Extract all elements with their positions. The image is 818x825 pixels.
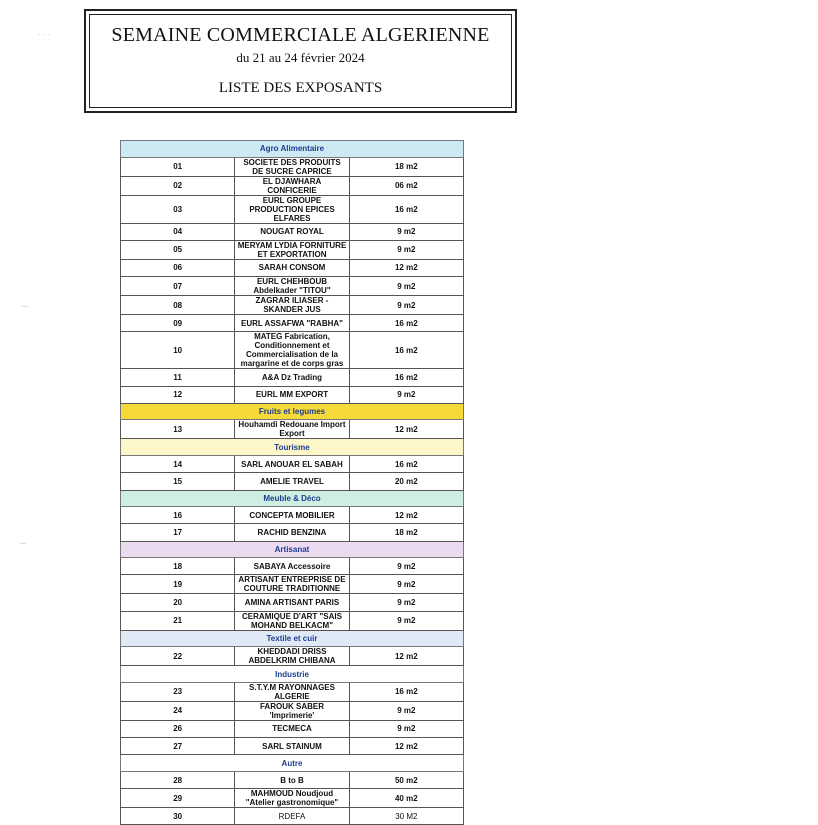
exhibitor-name-cell: RACHID BENZINA: [235, 524, 349, 541]
exhibitor-name-cell: EURL GROUPE PRODUCTION EPICES ELFARES: [235, 195, 349, 223]
stand-number-cell: 27: [121, 738, 235, 755]
exhibitor-name-cell: SABAYA Accessoire: [235, 558, 349, 575]
stand-area-cell: 9 m2: [349, 720, 463, 737]
exhibitor-name-cell: SARL ANOUAR EL SABAH: [235, 455, 349, 472]
stand-area-cell: 06 m2: [349, 176, 463, 195]
stand-number-cell: 12: [121, 386, 235, 403]
stand-area-cell: 40 m2: [349, 789, 463, 808]
table-row: [121, 507, 464, 524]
table-row: [121, 558, 464, 575]
stand-area-cell: 12 m2: [349, 738, 463, 755]
exhibitor-name-cell: MERYAM LYDIA FORNITURE ET EXPORTATION: [235, 240, 349, 259]
table-row: [121, 259, 464, 276]
stand-area-cell: 9 m2: [349, 701, 463, 720]
exhibitors-table-body: [121, 141, 464, 825]
exhibitor-name-cell: ZAGRAR ILIASER - SKANDER JUS: [235, 296, 349, 315]
scan-speck: ‿: [20, 535, 27, 544]
exhibitors-table: [120, 140, 464, 825]
exhibitor-name-cell: SARL STAINUM: [235, 738, 349, 755]
table-row: [121, 195, 464, 223]
stand-area-cell: 50 m2: [349, 771, 463, 788]
stand-number-cell: 06: [121, 259, 235, 276]
section-title: Autre: [121, 755, 464, 772]
stand-number-cell: 30: [121, 808, 235, 825]
stand-number-cell: 26: [121, 720, 235, 737]
exhibitor-name-cell: CONCEPTA MOBILIER: [235, 507, 349, 524]
document-header: [84, 9, 517, 113]
stand-area-cell: 16 m2: [349, 332, 463, 369]
document-subtitle: LISTE DES EXPOSANTS: [218, 80, 383, 96]
stand-area-cell: 12 m2: [349, 259, 463, 276]
stand-area-cell: 16 m2: [349, 682, 463, 701]
table-row: [121, 176, 464, 195]
stand-number-cell: 08: [121, 296, 235, 315]
exhibitor-name-cell: CERAMIQUE D'ART "SAIS MOHAND BELKACM": [235, 611, 349, 630]
table-row: [121, 682, 464, 701]
table-row: [121, 277, 464, 296]
section-title: Agro Alimentaire: [121, 141, 464, 158]
header-inner-frame: [89, 14, 512, 108]
scan-speck: ‿: [22, 298, 29, 307]
stand-area-cell: 9 m2: [349, 223, 463, 240]
scan-speck: · · ·: [38, 30, 51, 39]
exhibitor-name-cell: TECMECA: [235, 720, 349, 737]
stand-area-cell: 9 m2: [349, 296, 463, 315]
table-row: [121, 575, 464, 594]
exhibitor-name-cell: AMELIE TRAVEL: [235, 473, 349, 490]
table-row: [121, 789, 464, 808]
exhibitor-name-cell: ARTISANT ENTREPRISE DE COUTURE TRADITIONNE: [235, 575, 349, 594]
stand-number-cell: 21: [121, 611, 235, 630]
section-header-tourisme: [121, 439, 464, 456]
stand-area-cell: 9 m2: [349, 575, 463, 594]
section-header-meuble: [121, 490, 464, 507]
section-title: Industrie: [121, 666, 464, 683]
stand-number-cell: 20: [121, 594, 235, 611]
table-row: [121, 240, 464, 259]
section-header-textile: [121, 630, 464, 647]
stand-number-cell: 15: [121, 473, 235, 490]
stand-area-cell: 18 m2: [349, 157, 463, 176]
stand-number-cell: 24: [121, 701, 235, 720]
exhibitor-name-cell: MAHMOUD Noudjoud "Atelier gastronomique": [235, 789, 349, 808]
section-title: Meuble & Déco: [121, 490, 464, 507]
table-row: [121, 315, 464, 332]
stand-number-cell: 09: [121, 315, 235, 332]
section-title: Artisanat: [121, 541, 464, 558]
stand-number-cell: 01: [121, 157, 235, 176]
stand-number-cell: 22: [121, 647, 235, 666]
table-row: [121, 296, 464, 315]
table-row: [121, 223, 464, 240]
stand-number-cell: 10: [121, 332, 235, 369]
stand-area-cell: 16 m2: [349, 455, 463, 472]
exhibitor-name-cell: RDEFA: [235, 808, 349, 825]
stand-number-cell: 07: [121, 277, 235, 296]
exhibitor-name-cell: S.T.Y.M RAYONNAGES ALGERIE: [235, 682, 349, 701]
exhibitor-name-cell: Houhamdi Redouane Import Export: [235, 420, 349, 439]
exhibitor-name-cell: B to B: [235, 771, 349, 788]
exhibitor-name-cell: EL DJAWHARA CONFICERIE: [235, 176, 349, 195]
table-row: [121, 332, 464, 369]
stand-number-cell: 05: [121, 240, 235, 259]
stand-number-cell: 29: [121, 789, 235, 808]
stand-number-cell: 19: [121, 575, 235, 594]
stand-number-cell: 23: [121, 682, 235, 701]
exhibitor-name-cell: KHEDDADI DRISS ABDELKRIM CHIBANA: [235, 647, 349, 666]
exhibitor-name-cell: AMINA ARTISANT PARIS: [235, 594, 349, 611]
stand-area-cell: 9 m2: [349, 594, 463, 611]
stand-area-cell: 30 M2: [349, 808, 463, 825]
table-row: [121, 647, 464, 666]
stand-number-cell: 17: [121, 524, 235, 541]
stand-area-cell: 12 m2: [349, 647, 463, 666]
stand-area-cell: 16 m2: [349, 195, 463, 223]
stand-number-cell: 11: [121, 369, 235, 386]
table-row: [121, 771, 464, 788]
section-header-autre: [121, 755, 464, 772]
table-row: [121, 611, 464, 630]
section-title: Textile et cuir: [121, 630, 464, 647]
table-row: [121, 738, 464, 755]
table-row: [121, 369, 464, 386]
stand-number-cell: 18: [121, 558, 235, 575]
stand-number-cell: 13: [121, 420, 235, 439]
stand-area-cell: 9 m2: [349, 240, 463, 259]
stand-area-cell: 12 m2: [349, 507, 463, 524]
stand-number-cell: 04: [121, 223, 235, 240]
section-title: Fruits et legumes: [121, 403, 464, 420]
table-row: [121, 420, 464, 439]
stand-number-cell: 02: [121, 176, 235, 195]
exhibitor-name-cell: FAROUK SABER 'Imprimerie': [235, 701, 349, 720]
table-row: [121, 808, 464, 825]
table-row: [121, 473, 464, 490]
stand-area-cell: 20 m2: [349, 473, 463, 490]
table-row: [121, 524, 464, 541]
table-row: [121, 455, 464, 472]
stand-area-cell: 9 m2: [349, 277, 463, 296]
section-header-fruits: [121, 403, 464, 420]
stand-area-cell: 9 m2: [349, 558, 463, 575]
exhibitor-name-cell: EURL MM EXPORT: [235, 386, 349, 403]
exhibitor-name-cell: EURL ASSAFWA "RABHA": [235, 315, 349, 332]
event-dates: du 21 au 24 février 2024: [236, 50, 365, 65]
section-header-agro: [121, 141, 464, 158]
section-header-industrie: [121, 666, 464, 683]
document-title: SEMAINE COMMERCIALE ALGERIENNE: [111, 24, 490, 46]
table-row: [121, 386, 464, 403]
stand-number-cell: 03: [121, 195, 235, 223]
table-row: [121, 701, 464, 720]
section-header-artisanat: [121, 541, 464, 558]
stand-area-cell: 9 m2: [349, 386, 463, 403]
stand-area-cell: 18 m2: [349, 524, 463, 541]
exhibitor-name-cell: EURL CHEHBOUB Abdelkader "TITOU": [235, 277, 349, 296]
stand-area-cell: 16 m2: [349, 315, 463, 332]
stand-number-cell: 28: [121, 771, 235, 788]
stand-area-cell: 9 m2: [349, 611, 463, 630]
table-row: [121, 720, 464, 737]
table-row: [121, 594, 464, 611]
section-title: Tourisme: [121, 439, 464, 456]
table-row: [121, 157, 464, 176]
exhibitor-name-cell: SARAH CONSOM: [235, 259, 349, 276]
exhibitor-name-cell: A&A Dz Trading: [235, 369, 349, 386]
exhibitor-name-cell: NOUGAT ROYAL: [235, 223, 349, 240]
exhibitor-name-cell: MATEG Fabrication, Conditionnement et Commercialisation de la margarine et de corps gras: [235, 332, 349, 369]
stand-number-cell: 16: [121, 507, 235, 524]
stand-area-cell: 16 m2: [349, 369, 463, 386]
stand-area-cell: 12 m2: [349, 420, 463, 439]
exhibitor-name-cell: SOCIETE DES PRODUITS DE SUCRE CAPRICE: [235, 157, 349, 176]
stand-number-cell: 14: [121, 455, 235, 472]
